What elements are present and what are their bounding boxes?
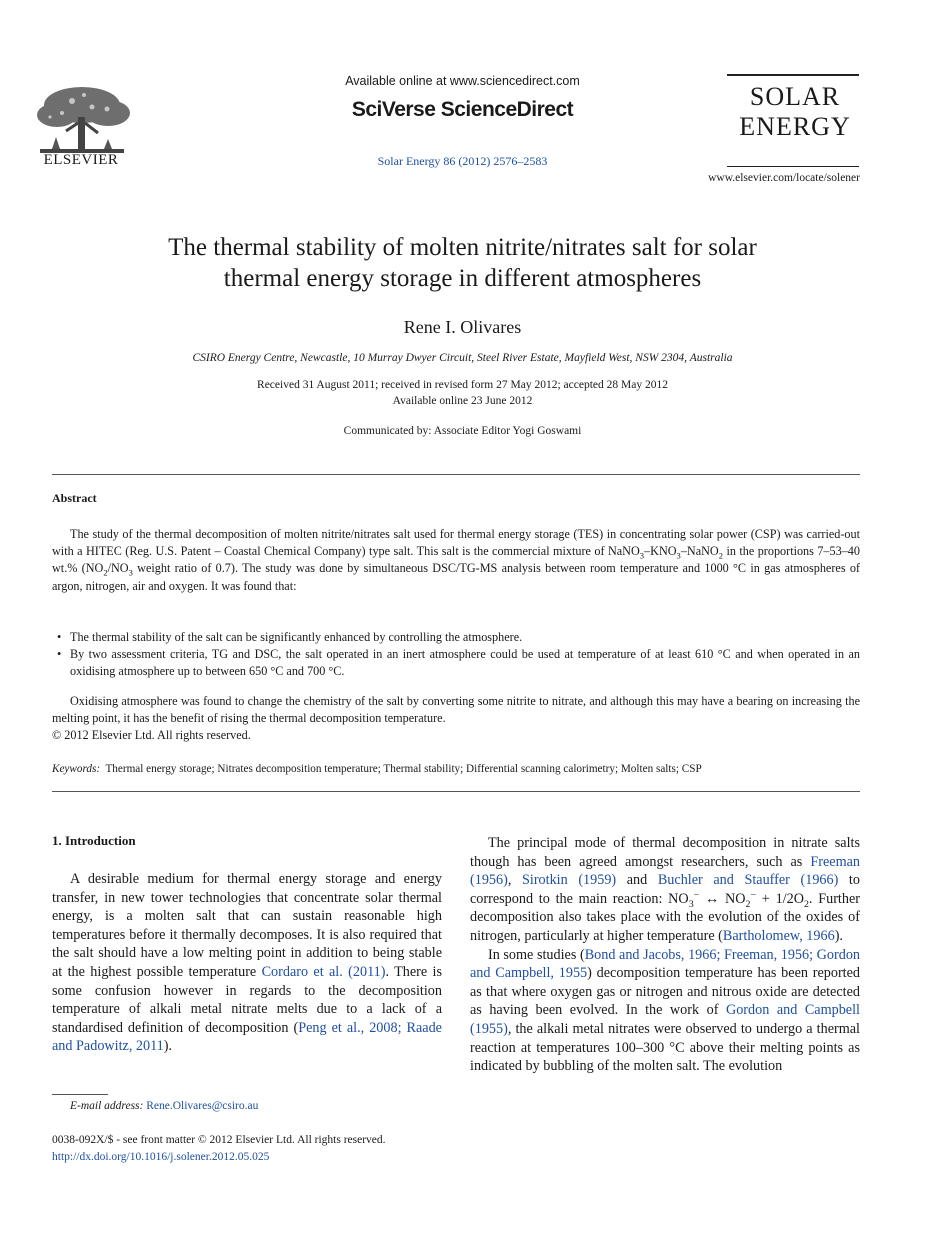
author-name: Rene I. Olivares	[403, 317, 522, 337]
abstract-bullet-item: • The thermal stability of the salt can be significantly enhanced by controlling the atmosphere.	[57, 630, 523, 644]
journal-masthead	[732, 82, 858, 142]
keywords	[52, 763, 702, 775]
abstract-copyright: © 2012 Elsevier Ltd. All rights reserved.	[52, 728, 251, 742]
citation-link[interactable]: Cordaro et al. (2011)	[261, 963, 386, 980]
sciencedirect-brand: SciVerse ScienceDirect	[351, 98, 574, 121]
communicated-by: Communicated by: Associate Editor Yogi Goswami	[343, 425, 582, 437]
article-title	[60, 232, 865, 294]
citation-link[interactable]: Freeman (1956)	[470, 853, 860, 889]
abstract-paragraph-2: Oxidising atmosphere was found to change the chemistry of the salt by converting some nitrite to nitrate, and although this may have a bearing on increasing the melting point, it has the benefit of rising the thermal decomposition temperature.	[52, 694, 860, 726]
title-line-1: The thermal stability of molten nitrite/nitrates salt for solar	[168, 234, 757, 261]
abstract-heading: Abstract	[52, 491, 97, 505]
keywords-text: Thermal energy storage; Nitrates decomposition temperature; Thermal stability; Differential scanning calorimetry; Molten salts; CSP	[105, 763, 702, 775]
intro-left-paragraph: A desirable medium for thermal energy storage and energy transfer, in new tower technologies that concentrate solar thermal energy, is a molten salt that can sustain reasonable high temperatures before it thermally decomposes. It is also required that the salt should have a low melting point in addition to being stable at the highest possible temperature Cordaro et al. (2011). There is some confusion however in regards to the decomposition temperature of alkali metal nitrate melts due to a lack of a standardised definition of decomposition (Peng et al., 2008; Raade and Padowitz, 2011).	[52, 871, 442, 1055]
journal-name-line2: ENERGY	[739, 112, 851, 141]
abstract-bullet-item: • By two assessment criteria, TG and DSC, the salt operated in an inert atmosphere could be used at temperature of at least 610 °C and when operated in an oxidising atmosphere up to between 650 °C and 700 °C.	[57, 647, 860, 679]
abstract-bullet-list	[52, 629, 860, 681]
received-dates: Received 31 August 2011; received in revised form 27 May 2012; accepted 28 May 2012	[257, 379, 668, 391]
citation-link[interactable]: Bartholomew, 1966	[722, 927, 835, 944]
publisher-name: ELSEVIER	[43, 152, 119, 168]
author-affiliation: CSIRO Energy Centre, Newcastle, 10 Murray Dwyer Circuit, Steel River Estate, Mayfield West, NSW 2304, Australia	[192, 352, 733, 364]
citation-link[interactable]: Gordon and Campbell (1955)	[470, 1002, 860, 1037]
intro-right-paragraph-2: In some studies (Bond and Jacobs, 1966; Freeman, 1956; Gordon and Campbell, 1955) decomposition temperature has been reported as that where oxygen gas or nitrogen and nitrous oxide are detected as having been evolved. In the work of Gordon and Campbell (1955), the alkali metal nitrates were observed to undergo a thermal reaction at temperatures 100–300 °C above their melting points as indicated by bubbling of the molten salt. The evolution	[470, 946, 861, 1075]
available-date: Available online 23 June 2012	[392, 395, 533, 407]
journal-name-line1: SOLAR	[749, 82, 841, 111]
abstract-paragraph-1: The study of the thermal decomposition of molten nitrite/nitrates salt used for thermal energy storage (TES) in concentrating solar power (CSP) was carried-out with a HITEC (Reg. U.S. Patent – Coastal Chemical Company) type salt. This salt is the commercial mixture of $NaNO_3-KNO_3-NaNO_2$ in the proportions 7–53–40 wt.% ($NO_2/NO_3$ weight ratio of 0.7). The study was done by simultaneous DSC/TG-MS analysis between room temperature and 1000 °C in gas atmospheres of argon, nitrogen, air and oxygen. It was found that:	[52, 527, 860, 593]
doi-link[interactable]: http://dx.doi.org/10.1016/j.solener.2012.05.025	[52, 1151, 270, 1163]
intro-right-paragraph-1: The principal mode of thermal decomposition in nitrate salts though has been agreed amongst researchers, such as Freeman (1956), Sirotkin (1959) and Buchler and Stauffer (1966) to correspond to the main reaction: $NO_3^-$ ↔ $NO_2^- + 1/2O_2$. Further decomposition also takes place with the evolution of the oxides of nitrogen, particularly at higher temperature (Bartholomew, 1966).	[470, 835, 860, 944]
abstract-bottom-rule	[52, 791, 860, 792]
available-online-line: Available online at www.sciencedirect.com	[345, 74, 580, 88]
journal-url[interactable]: www.elsevier.com/locate/solener	[708, 172, 860, 184]
citation-link[interactable]: Peng et al., 2008; Raade and Padowitz, 2011	[52, 1019, 442, 1055]
footnote-rule	[52, 1094, 108, 1095]
journal-citation[interactable]: Solar Energy 86 (2012) 2576–2583	[377, 154, 548, 168]
issn-line: 0038-092X/$ - see front matter © 2012 Elsevier Ltd. All rights reserved.	[52, 1134, 386, 1146]
email-link[interactable]: Rene.Olivares@csiro.au	[146, 1100, 259, 1112]
citation-link[interactable]: Buchler and Stauffer (1966)	[657, 872, 839, 889]
article-dates	[0, 377, 925, 409]
intro-right-column	[470, 834, 860, 1076]
citation-link[interactable]: Sirotkin (1959)	[521, 872, 617, 889]
title-line-2: thermal energy storage in different atmospheres	[223, 265, 702, 292]
keywords-label: Keywords:	[52, 763, 101, 775]
citation-link[interactable]: Bond and Jacobs, 1966; Freeman, 1956; Gordon and Campbell, 1955	[470, 946, 861, 982]
abstract-top-rule	[52, 474, 860, 475]
section-heading-introduction: 1. Introduction	[52, 833, 136, 848]
author-email-footnote: E-mail address: Rene.Olivares@csiro.au	[70, 1100, 259, 1112]
